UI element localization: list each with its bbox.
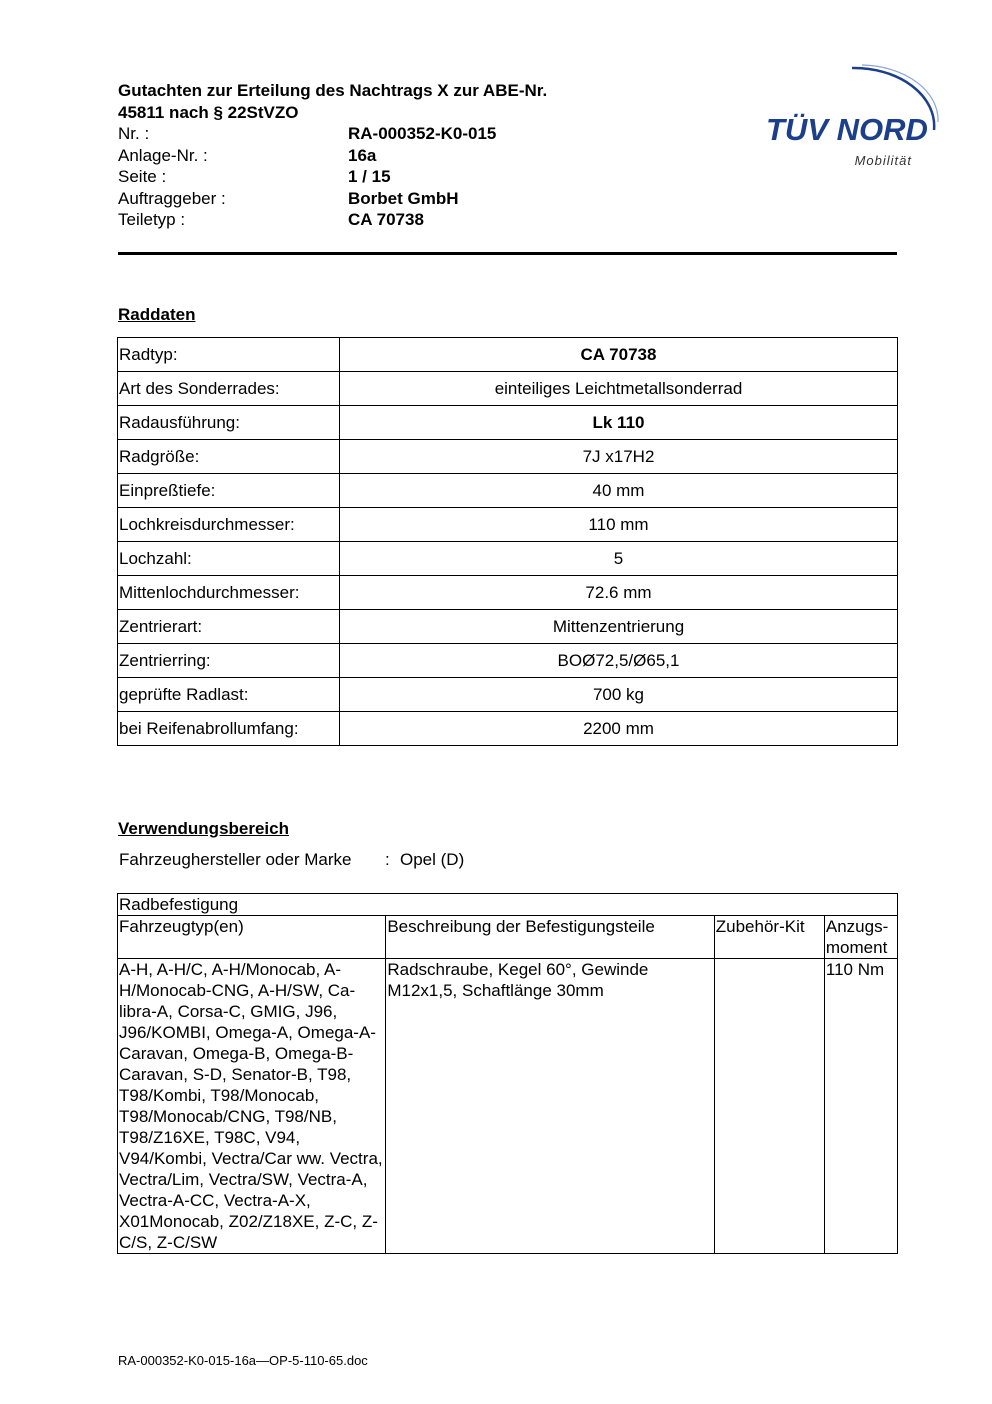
table-caption: Radbefestigung <box>118 894 898 916</box>
logo-sub-text: Mobilität <box>854 153 912 168</box>
logo-arc-icon <box>762 60 942 170</box>
meta-value: CA 70738 <box>348 210 424 229</box>
verwendung-title: Verwendungsbereich <box>118 819 289 838</box>
row-value: Mittenzentrierung <box>340 610 898 644</box>
meta-row-seite <box>118 166 496 188</box>
table-row <box>118 372 898 406</box>
meta-value: 1 / 15 <box>348 167 391 186</box>
row-value: 2200 mm <box>340 712 898 746</box>
meta-value: 16a <box>348 145 377 165</box>
row-label: Art des Sonderrades: <box>118 372 340 406</box>
table-row <box>118 406 898 440</box>
row-value: 7J x17H2 <box>340 440 898 474</box>
header-beschreibung: Beschreibung der Befestigungsteile <box>386 916 714 959</box>
row-value: 700 kg <box>340 678 898 712</box>
meta-row-nr <box>118 123 496 145</box>
table-row <box>118 644 898 678</box>
row-label: Radausführung: <box>118 406 340 440</box>
meta-row-anlage <box>118 145 496 167</box>
raddaten-title: Raddaten <box>118 305 196 324</box>
meta-row-auftraggeber <box>118 188 496 210</box>
row-label: bei Reifenabrollumfang: <box>118 712 340 746</box>
hersteller-sep: : <box>385 850 390 869</box>
table-row <box>118 678 898 712</box>
row-value: 5 <box>340 542 898 576</box>
table-row <box>118 576 898 610</box>
header-anzugsmoment: Anzugs- moment <box>824 916 897 959</box>
table-row <box>118 474 898 508</box>
header-zubehoer: Zubehör-Kit <box>714 916 824 959</box>
header-meta <box>118 123 496 231</box>
table-row <box>118 440 898 474</box>
table-row <box>118 338 898 372</box>
tuev-nord-logo <box>762 60 942 170</box>
hersteller-line <box>119 850 464 870</box>
cell-fahrzeugtypen: A-H, A-H/C, A-H/Monocab, A-H/Monocab-CNG, A-H/SW, Ca-libra-A, Corsa-C, GMIG, J96, J96/KOMBI, Omega-A, Omega-A-Caravan, Omega-B, Omega-B-Caravan, S-D, Senator-B, T98, T98/Kombi, T98/Monocab, T98/Monocab/CNG, T98/NB, T98/Z16XE, T98C, V94, V94/Kombi, Vectra/Car ww. Vectra, Vectra/Lim, Vectra/SW, Vectra-A, Vectra-A-CC, Vectra-A-X, X01Monocab, Z02/Z18XE, Z-C, Z-C/S, Z-C/SW <box>118 959 386 1254</box>
meta-label: Auftraggeber : <box>118 188 226 208</box>
row-label: Mittenlochdurchmesser: <box>118 576 340 610</box>
meta-label: Seite : <box>118 167 167 186</box>
logo-brand-text: TÜV NORD <box>766 112 928 147</box>
hersteller-label: Fahrzeughersteller oder Marke <box>119 850 352 869</box>
footer-filename: RA-000352-K0-015-16a—OP-5-110-65.doc <box>118 1353 368 1368</box>
hersteller-value: Opel (D) <box>400 850 465 869</box>
row-label: Zentrierring: <box>118 644 340 678</box>
meta-value: Borbet GmbH <box>348 188 459 208</box>
meta-label: Nr. : <box>118 124 150 143</box>
row-value: Lk 110 <box>340 406 898 440</box>
row-value: BOØ72,5/Ø65,1 <box>340 644 898 678</box>
row-label: Radgröße: <box>118 440 340 474</box>
meta-label: Anlage-Nr. : <box>118 145 208 165</box>
table-row <box>118 610 898 644</box>
table-row <box>118 959 898 1254</box>
row-label: Zentrierart: <box>118 610 340 644</box>
row-label: Lochkreisdurchmesser: <box>118 508 340 542</box>
row-value: einteiliges Leichtmetallsonderrad <box>340 372 898 406</box>
row-label: Lochzahl: <box>118 542 340 576</box>
table-row <box>118 712 898 746</box>
meta-label: Teiletyp : <box>118 210 186 229</box>
table-header-row <box>118 916 898 959</box>
row-label: geprüfte Radlast: <box>118 678 340 712</box>
table-caption-row <box>118 894 898 916</box>
meta-row-teiletyp <box>118 209 496 231</box>
row-value: 40 mm <box>340 474 898 508</box>
table-row <box>118 508 898 542</box>
header-fahrzeugtyp: Fahrzeugtyp(en) <box>118 916 386 959</box>
row-value: 72.6 mm <box>340 576 898 610</box>
raddaten-table <box>117 337 898 746</box>
cell-moment: 110 Nm <box>824 959 897 1254</box>
cell-zubehoer <box>714 959 824 1254</box>
row-label: Einpreßtiefe: <box>118 474 340 508</box>
table-row <box>118 542 898 576</box>
header-divider <box>118 252 897 255</box>
row-label: Radtyp: <box>118 338 340 372</box>
document-title: Gutachten zur Erteilung des Nachtrags X zur ABE-Nr. 45811 nach § 22StVZO <box>118 81 548 122</box>
meta-value: RA-000352-K0-015 <box>348 124 497 143</box>
row-value: CA 70738 <box>340 338 898 372</box>
row-value: 110 mm <box>340 508 898 542</box>
cell-beschreibung: Radschraube, Kegel 60°, Gewinde M12x1,5, Schaftlänge 30mm <box>386 959 714 1254</box>
radbefestigung-table <box>117 893 898 1254</box>
